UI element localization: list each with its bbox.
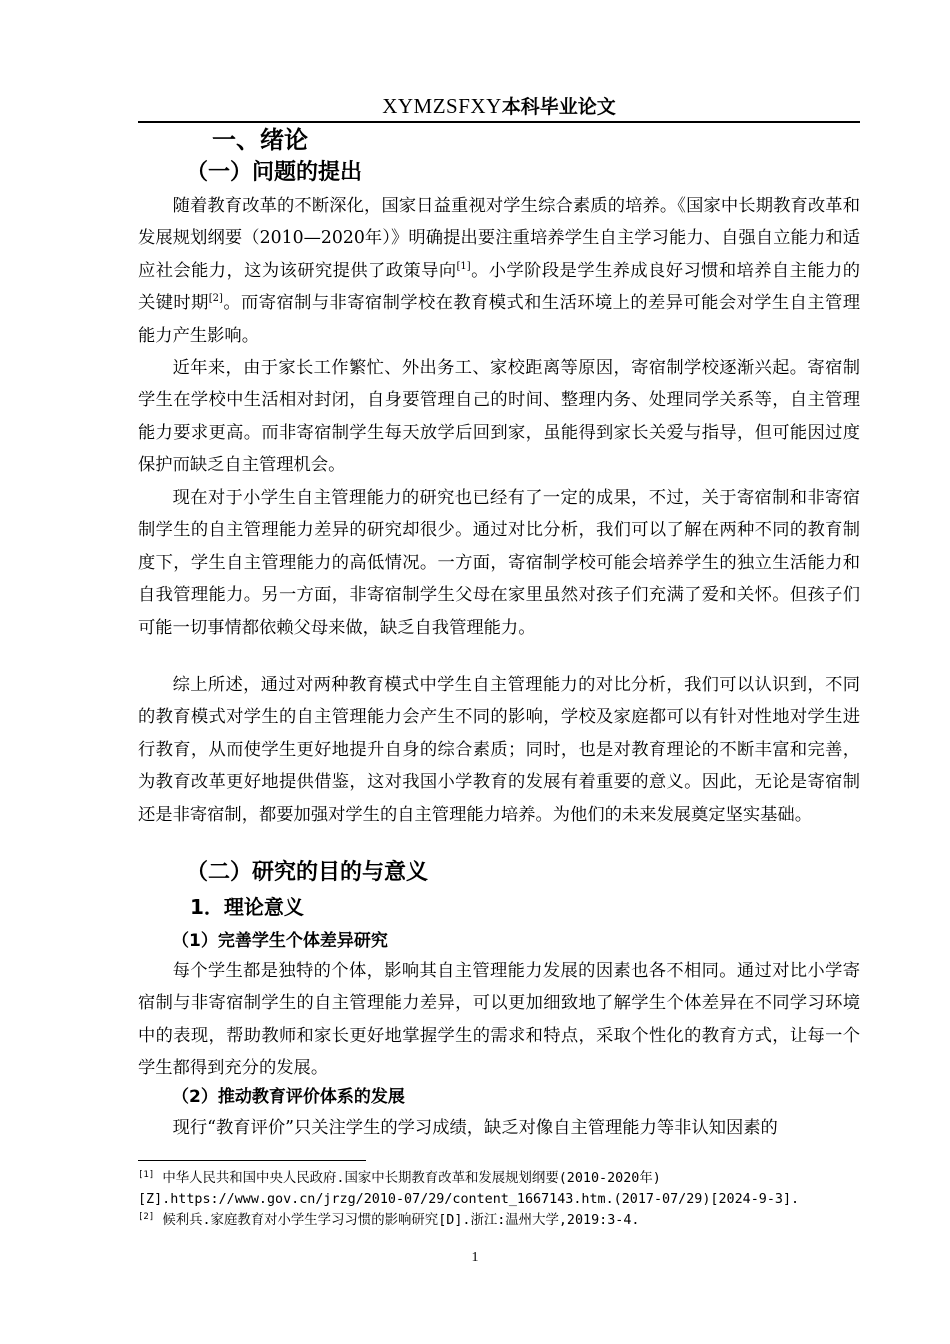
footnote-2-mark: [2] xyxy=(138,1212,155,1222)
item-title-1: （1）完善学生个体差异研究 xyxy=(172,931,388,951)
header-title: 本科毕业论文 xyxy=(501,96,616,118)
paragraph-1 xyxy=(138,190,860,352)
section-title-purpose: （二）研究的目的与意义 xyxy=(186,860,429,885)
footnote-2-line-1: 候利兵.家庭教育对小学生学习习惯的影响研究[D].浙江:温州大学,2019:3-4. xyxy=(162,1213,640,1228)
chapter-title: 一、绪论 xyxy=(212,126,308,154)
running-header xyxy=(138,92,860,121)
subsection-title-theory: 1．理论意义 xyxy=(190,895,304,919)
footnote-1 xyxy=(138,1168,860,1189)
footnote-divider xyxy=(138,1160,366,1161)
footnote-1-continuation: [Z].https://www.gov.cn/jrzg/2010-07/29/content_1667143.htm.(2017-07/29)[2024-9-3]. xyxy=(138,1192,800,1207)
section-title-problem: （一）问题的提出 xyxy=(186,160,363,185)
paragraph-1-part-b: 。小学阶段是学生养成良好习惯和培养自主能力的关键时期 xyxy=(138,260,860,314)
paragraph-1-part-a: 随着教育改革的不断深化，国家日益重视对学生综合素质的培养。《国家中长期教育改革和发展规划纲要（2010—2020年）》明确提出要注重培养学生自主学习能力、自强自立能力和适应社会能力，这为该研究提供了政策导向 xyxy=(138,196,860,281)
footnote-1-mark: [1] xyxy=(138,1170,155,1180)
footnote-2 xyxy=(138,1210,860,1231)
paragraph-4: 综上所述，通过对两种教育模式中学生自主管理能力的对比分析，我们可以认识到，不同的教育模式对学生的自主管理能力会产生不同的影响，学校及家庭都可以有针对性地对学生进行教育，从而使学生更好地提升自身的综合素质；同时，也是对教育理论的不断丰富和完善，为教育改革更好地提供借鉴，这对我国小学教育的发展有着重要的意义。因此，无论是寄宿制还是非寄宿制，都要加强对学生的自主管理能力培养。为他们的未来发展奠定坚实基础。 xyxy=(138,675,860,825)
paragraph-3: 现在对于小学生自主管理能力的研究也已经有了一定的成果，不过，关于寄宿制和非寄宿制学生的自主管理能力差异的研究却很少。通过对比分析，我们可以了解在两种不同的教育制度下，学生自主管理能力的高低情况。一方面，寄宿制学校可能会培养学生的独立生活能力和自我管理能力。另一方面，非寄宿制学生父母在家里虽然对孩子们充满了爱和关怀。但孩子们可能一切事情都依赖父母来做，缺乏自我管理能力。 xyxy=(138,488,860,638)
footnotes xyxy=(138,1168,860,1231)
footnote-1-line-1: 中华人民共和国中央人民政府.国家中长期教育改革和发展规划纲要(2010-2020年) xyxy=(162,1171,661,1186)
header-divider xyxy=(138,121,860,123)
paragraph-1-part-c: 。而寄宿制与非寄宿制学校在教育模式和生活环境上的差异可能会对学生自主管理能力产生影响。 xyxy=(138,293,860,346)
citation-1[interactable]: [1] xyxy=(456,260,471,272)
header-code: XYMZSFXY xyxy=(382,94,502,118)
paragraph-5: 每个学生都是独特的个体，影响其自主管理能力发展的因素也各不相同。通过对比小学寄宿制与非寄宿制学生的自主管理能力差异，可以更加细致地了解学生个体差异在不同学习环境中的表现，帮助教师和家长更好地掌握学生的需求和特点，采取个性化的教育方式，让每一个学生都得到充分的发展。 xyxy=(138,961,860,1079)
paragraph-2: 近年来，由于家长工作繁忙、外出务工、家校距离等原因，寄宿制学校逐渐兴起。寄宿制学生在学校中生活相对封闭，自身要管理自己的时间、整理内务、处理同学关系等，自主管理能力要求更高。而非寄宿制学生每天放学后回到家，虽能得到家长关爱与指导，但可能因过度保护而缺乏自主管理机会。 xyxy=(138,358,860,476)
item-title-2: （2）推动教育评价体系的发展 xyxy=(172,1087,405,1107)
citation-2[interactable]: [2] xyxy=(208,293,223,305)
page-number: 1 xyxy=(471,1250,479,1265)
paragraph-6: 现行“教育评价”只关注学生的学习成绩，缺乏对像自主管理能力等非认知因素的 xyxy=(172,1118,778,1138)
